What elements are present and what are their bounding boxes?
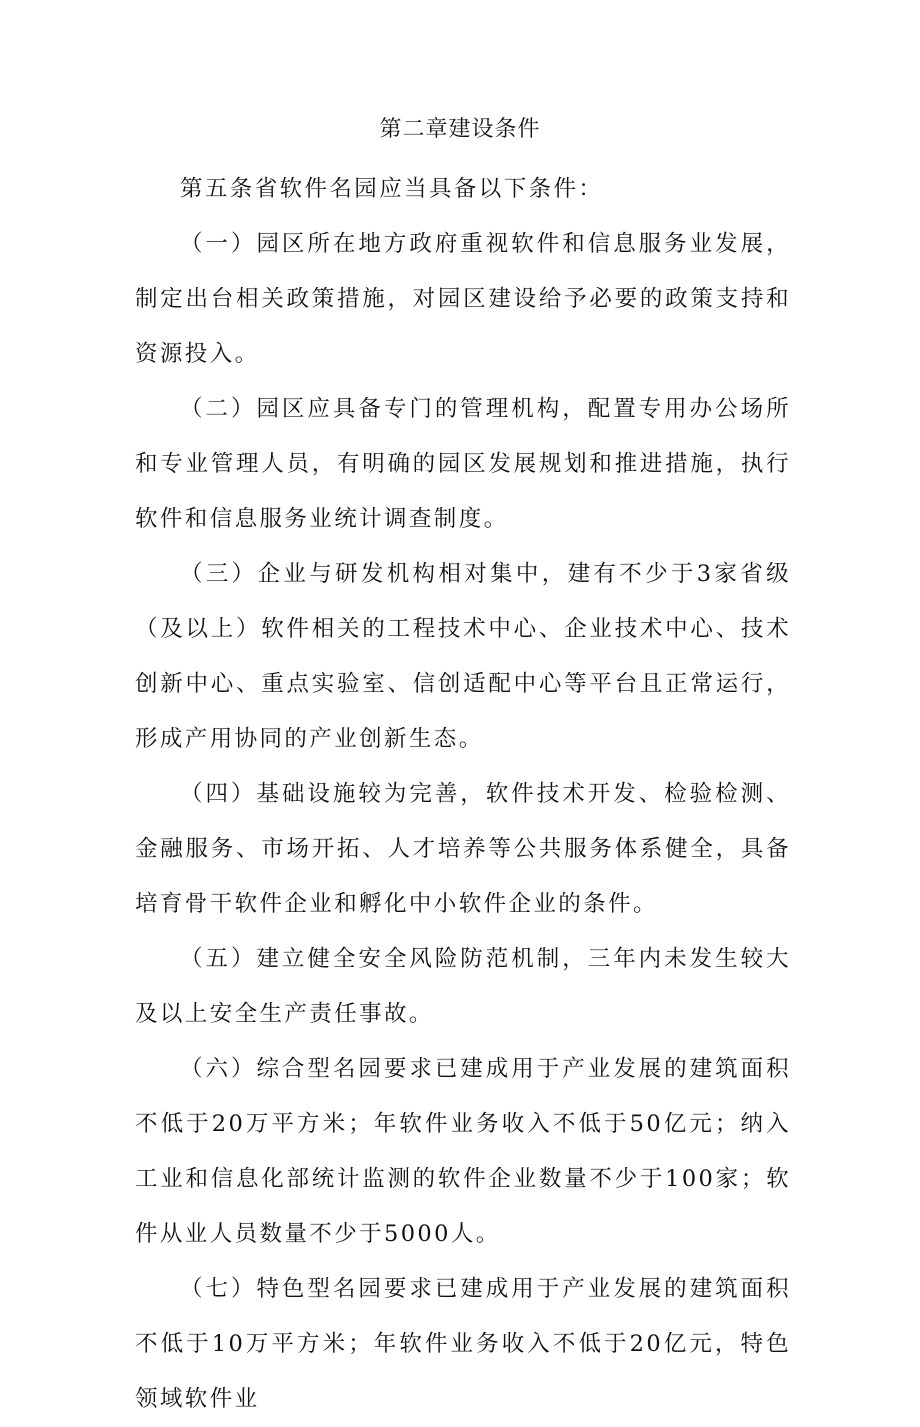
article-5-heading: 第五条省软件名园应当具备以下条件：	[180, 176, 604, 202]
condition-7: （七）特色型名园要求已建成用于产业发展的建筑面积不低于10万平方米；年软件业务收入不低于20亿元，特色领域软件业	[135, 1276, 791, 1412]
document-body	[135, 162, 791, 1427]
condition-2: （二）园区应具备专门的管理机构，配置专用办公场所和专业管理人员，有明确的园区发展规划和推进措施，执行软件和信息服务业统计调查制度。	[135, 396, 791, 532]
condition-1: （一）园区所在地方政府重视软件和信息服务业发展，制定出台相关政策措施，对园区建设给予必要的政策支持和资源投入。	[135, 231, 791, 367]
condition-4: （四）基础设施较为完善，软件技术开发、检验检测、金融服务、市场开拓、人才培养等公共服务体系健全，具备培育骨干软件企业和孵化中小软件企业的条件。	[135, 781, 791, 917]
chapter-title: 第二章建设条件	[379, 117, 541, 142]
condition-6: （六）综合型名园要求已建成用于产业发展的建筑面积不低于20万平方米；年软件业务收入不低于50亿元；纳入工业和信息化部统计监测的软件企业数量不少于100家；软件从业人员数量不少于5000人。	[135, 1056, 791, 1247]
condition-3: （三）企业与研发机构相对集中，建有不少于3家省级（及以上）软件相关的工程技术中心、企业技术中心、技术创新中心、重点实验室、信创适配中心等平台且正常运行，形成产用协同的产业创新生态。	[135, 561, 791, 752]
condition-5: （五）建立健全安全风险防范机制，三年内未发生较大及以上安全生产责任事故。	[135, 946, 791, 1027]
